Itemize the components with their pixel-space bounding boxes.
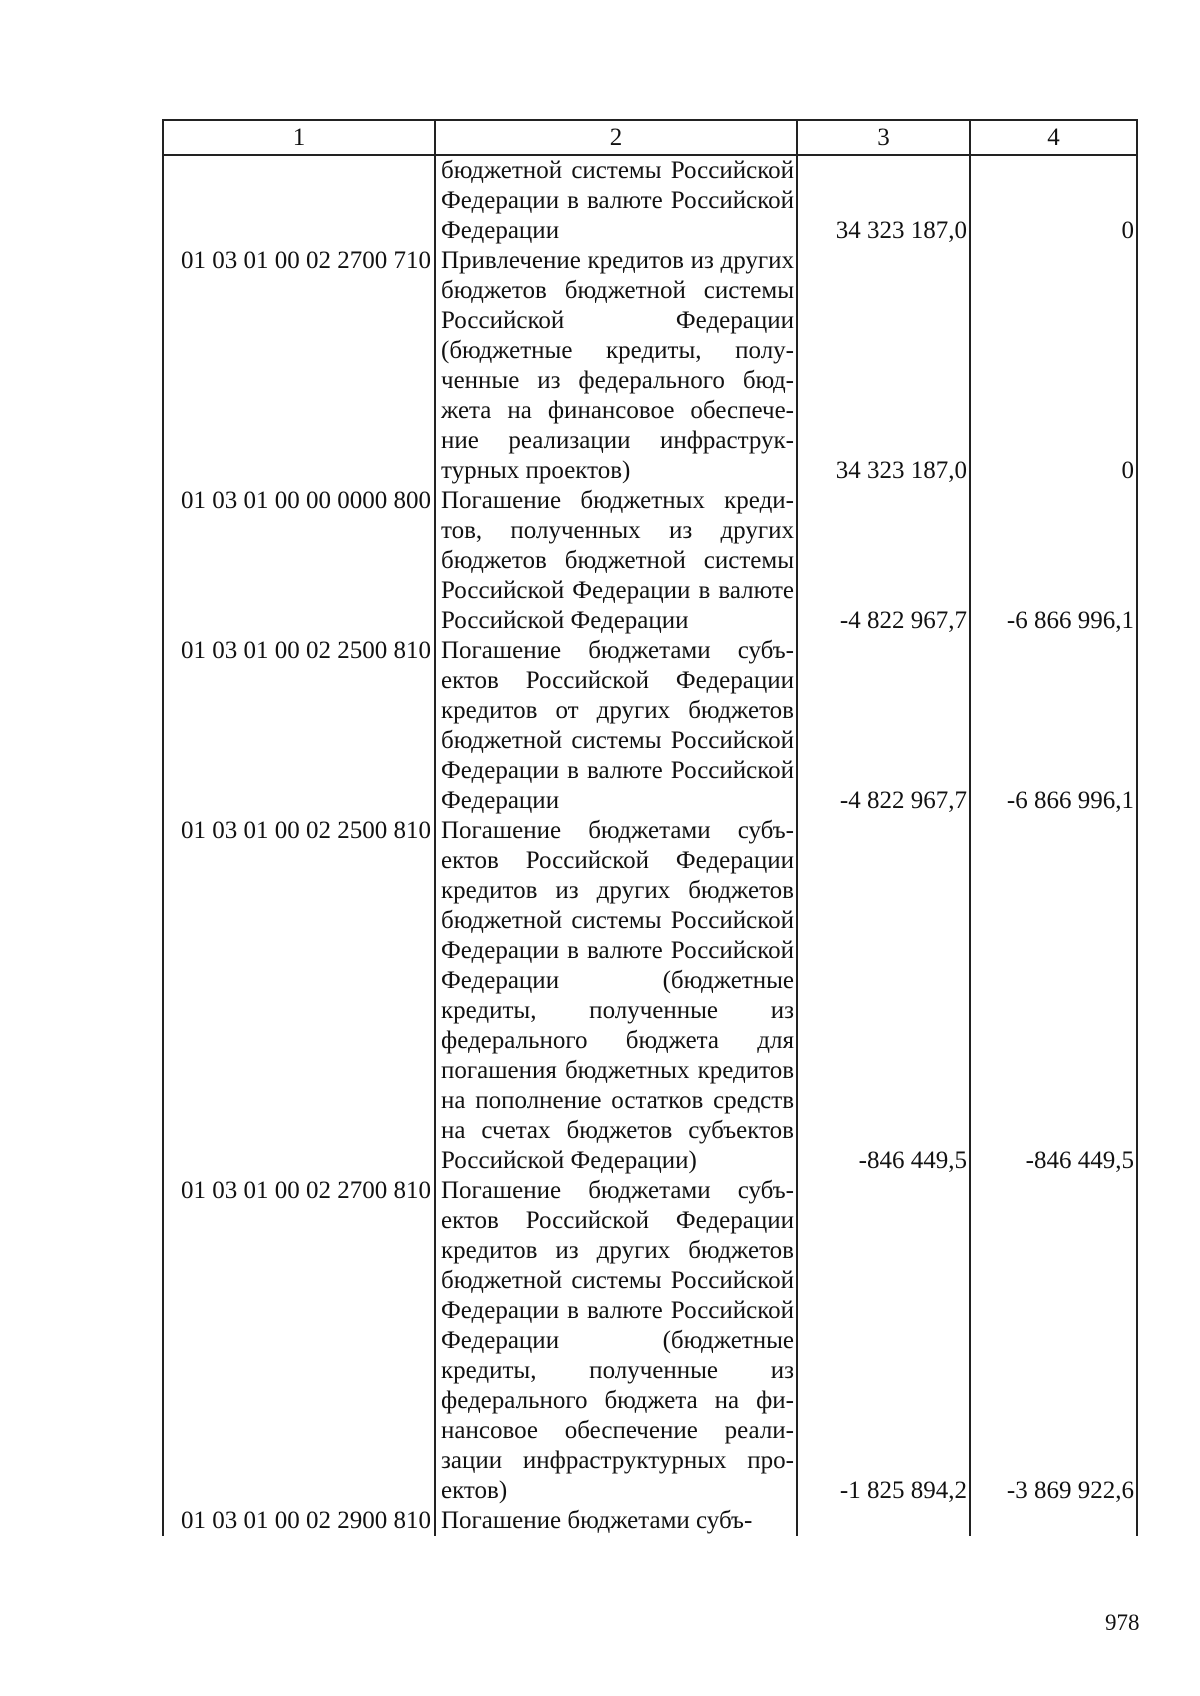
row-col3-value: -846 449,5	[797, 816, 970, 1176]
row-col3-value	[797, 1506, 970, 1536]
table-row	[163, 816, 1137, 1176]
row-col4-value	[970, 1506, 1137, 1536]
row-code: 01 03 01 00 02 2500 810	[163, 636, 435, 816]
row-name: Погашение бюджетами субъектов Российской Федерации кредитов из других бюджетов бюджетной системы Российской Федерации в валюте Российской Федерации (бюджетные кредиты, полученные из федерального бюджета для погашения бюджетных кредитов на пополнение остатков средств на счетах бюджетов субъектов Российской Федерации)	[435, 816, 797, 1176]
table-row	[163, 1506, 1137, 1536]
table-row	[163, 1176, 1137, 1506]
row-col4-value: -846 449,5	[970, 816, 1137, 1176]
row-col3-value: 34 323 187,0	[797, 246, 970, 486]
row-name: бюджетной системы Российской Федерации в валюте Российской Федерации	[435, 155, 797, 246]
table-row	[163, 636, 1137, 816]
row-name: Погашение бюджетами субъектов Российской Федерации кредитов из других бюджетов бюджетной системы Российской Федерации в валюте Российской Федерации (бюджетные кредиты, полученные из федерального бюджета на финансовое обеспечение реализации инфраструктурных проектов)	[435, 1176, 797, 1506]
header-col-3: 3	[797, 120, 970, 155]
row-col3-value: -1 825 894,2	[797, 1176, 970, 1506]
row-code: 01 03 01 00 02 2900 810	[163, 1506, 435, 1536]
table-row	[163, 155, 1137, 246]
row-code: 01 03 01 00 02 2500 810	[163, 816, 435, 1176]
row-col4-value: 0	[970, 155, 1137, 246]
row-code: 01 03 01 00 02 2700 710	[163, 246, 435, 486]
row-col3-value: 34 323 187,0	[797, 155, 970, 246]
row-col3-value: -4 822 967,7	[797, 636, 970, 816]
row-name: Погашение бюджетных кредитов, полученных из других бюджетов бюджетной системы Российской Федерации в валюте Российской Федерации	[435, 486, 797, 636]
row-name: Привлечение кредитов из других бюджетов бюджетной системы Российской Федерации (бюджетные кредиты, полученные из федерального бюджета на финансовое обеспечение реализации инфраструктурных проектов)	[435, 246, 797, 486]
row-code	[163, 155, 435, 246]
table-row	[163, 486, 1137, 636]
table-row	[163, 246, 1137, 486]
header-col-1: 1	[163, 120, 435, 155]
row-col4-value: -6 866 996,1	[970, 486, 1137, 636]
header-row	[163, 120, 1137, 155]
row-col3-value: -4 822 967,7	[797, 486, 970, 636]
row-col4-value: 0	[970, 246, 1137, 486]
row-name: Погашение бюджетами субъектов Российской Федерации кредитов от других бюджетов бюджетной системы Российской Федерации в валюте Российской Федерации	[435, 636, 797, 816]
row-code: 01 03 01 00 00 0000 800	[163, 486, 435, 636]
budget-table	[162, 119, 1138, 1536]
header-col-4: 4	[970, 120, 1137, 155]
row-col4-value: -3 869 922,6	[970, 1176, 1137, 1506]
row-col4-value: -6 866 996,1	[970, 636, 1137, 816]
row-name: Погашение бюджетами субъ-	[435, 1506, 797, 1536]
row-code: 01 03 01 00 02 2700 810	[163, 1176, 435, 1506]
page-number: 978	[1105, 1610, 1140, 1635]
header-col-2: 2	[435, 120, 797, 155]
